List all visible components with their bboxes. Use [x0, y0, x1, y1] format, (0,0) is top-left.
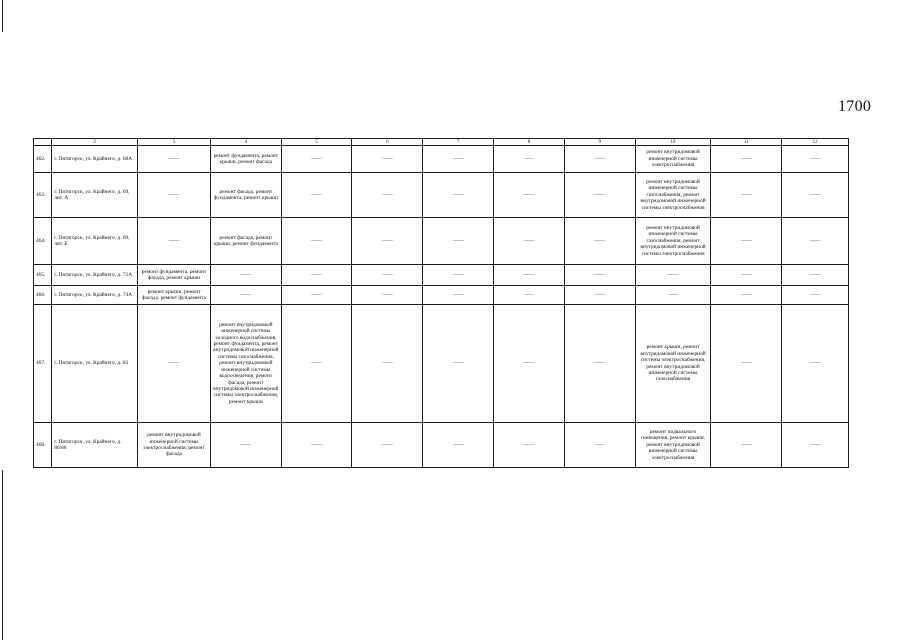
col9-cell: ——: [564, 305, 635, 423]
col10-cell: ремонт внутридомовой инженерной системы электроснабжения: [635, 146, 711, 173]
col5-cell: ——: [281, 173, 352, 218]
table-row: [34, 173, 849, 218]
col4-cell: ——: [210, 286, 281, 305]
row-number: 465.: [34, 265, 52, 286]
col8-cell: ——: [494, 286, 565, 305]
col10-cell: ремонт подвального помещения, ремонт крыши, ремонт внутридомовой инженерной системы электроснабжения: [635, 423, 711, 468]
col10-cell: ——: [635, 286, 711, 305]
table-row: [34, 265, 849, 286]
repair-schedule-table: [33, 138, 849, 468]
col9-cell: ——: [564, 218, 635, 265]
row-number: 466.: [34, 286, 52, 305]
scan-edge-line-bottom: [2, 470, 3, 640]
col6-cell: ——: [352, 146, 423, 173]
row-number: 463.: [34, 173, 52, 218]
col7-cell: ——: [423, 265, 494, 286]
col5-cell: ——: [281, 423, 352, 468]
col12-cell: ——: [782, 305, 849, 423]
col8-cell: ——: [494, 173, 565, 218]
col10-cell: ремонт крыши, ремонт внутридомовой инженерной системы электроснабжения, ремонт внутридомовой инженерной системы газоснабжения: [635, 305, 711, 423]
col3-cell: ——: [138, 218, 211, 265]
col6-cell: ——: [352, 173, 423, 218]
column-header-12: 12: [782, 139, 849, 146]
address-cell: г. Пятигорск, ул. Крайнего, д. 86/86: [52, 423, 138, 468]
col10-cell: ремонт внутридомовой инженерной системы газоснабжения, ремонт внутридомовой инженерной системы электроснабжения: [635, 218, 711, 265]
col3-cell: ремонт крыши, ремонт фасада, ремонт фундамента: [138, 286, 211, 305]
col8-cell: ——: [494, 305, 565, 423]
col4-cell: ремонт фасада, ремонт крыши, ремонт фундамента: [210, 218, 281, 265]
col3-cell: ремонт фундамента, ремонт фасада, ремонт крыши: [138, 265, 211, 286]
column-header-4: 4: [210, 139, 281, 146]
table-row: [34, 286, 849, 305]
col5-cell: ——: [281, 286, 352, 305]
col6-cell: ——: [352, 265, 423, 286]
column-header-6: 6: [352, 139, 423, 146]
address-cell: г. Пятигорск, ул. Крайнего, д. 68А: [52, 146, 138, 173]
col12-cell: ——: [782, 423, 849, 468]
col4-cell: ремонт внутридомовой инженерной системы холодного водоснабжения, ремонт фундамента, ремонт внутридомовой инженерной системы газоснабжения, ремонт внутридомовой инженерной системы водоотведения, ремонт фасада, ремонт внутридомовой инженерной системы электроснабжения, ремонт крыши: [210, 305, 281, 423]
col4-cell: ——: [210, 423, 281, 468]
col5-cell: ——: [281, 146, 352, 173]
col12-cell: ——: [782, 218, 849, 265]
col11-cell: ——: [711, 423, 782, 468]
address-cell: г. Пятигорск, ул. Крайнего, д. 72А: [52, 265, 138, 286]
col10-cell: ——: [635, 265, 711, 286]
col4-cell: ——: [210, 265, 281, 286]
column-header-3: 3: [138, 139, 211, 146]
row-number: 467.: [34, 305, 52, 423]
col12-cell: ——: [782, 286, 849, 305]
col12-cell: ——: [782, 146, 849, 173]
col3-cell: ——: [138, 173, 211, 218]
col11-cell: ——: [711, 265, 782, 286]
col5-cell: ——: [281, 265, 352, 286]
col11-cell: ——: [711, 286, 782, 305]
row-number: 468.: [34, 423, 52, 468]
col9-cell: ——: [564, 146, 635, 173]
column-header-9: 9: [564, 139, 635, 146]
col6-cell: ——: [352, 423, 423, 468]
table-row: [34, 305, 849, 423]
column-header-2: 2: [52, 139, 138, 146]
column-header-11: 11: [711, 139, 782, 146]
col3-cell: ——: [138, 305, 211, 423]
row-number: 464.: [34, 218, 52, 265]
col7-cell: ——: [423, 305, 494, 423]
col7-cell: ——: [423, 423, 494, 468]
col9-cell: ——: [564, 265, 635, 286]
col4-cell: ремонт фасада, ремонт фундамента, ремонт крыши: [210, 173, 281, 218]
column-header-7: 7: [423, 139, 494, 146]
col8-cell: ——: [494, 423, 565, 468]
col5-cell: ——: [281, 305, 352, 423]
column-header-8: 8: [494, 139, 565, 146]
column-header-1: [34, 139, 52, 146]
col7-cell: ——: [423, 173, 494, 218]
address-cell: г. Пятигорск, ул. Крайнего, д. 83: [52, 305, 138, 423]
col5-cell: ——: [281, 218, 352, 265]
col7-cell: ——: [423, 218, 494, 265]
col3-cell: ——: [138, 146, 211, 173]
column-header-5: 5: [281, 139, 352, 146]
address-cell: г. Пятигорск, ул. Крайнего, д. 69, лит. Б: [52, 218, 138, 265]
col4-cell: ремонт фундамента, ремонт крыши, ремонт фасада: [210, 146, 281, 173]
col10-cell: ремонт внутридомовой инженерной системы газоснабжения, ремонт внутридомовой инженерной системы электроснабжения: [635, 173, 711, 218]
col8-cell: ——: [494, 265, 565, 286]
col8-cell: ——: [494, 146, 565, 173]
col8-cell: ——: [494, 218, 565, 265]
table-row: [34, 146, 849, 173]
col6-cell: ——: [352, 218, 423, 265]
address-cell: г. Пятигорск, ул. Крайнего, д. 69, лит. А: [52, 173, 138, 218]
page-number: 1700: [838, 98, 872, 115]
row-number: 462.: [34, 146, 52, 173]
col12-cell: ——: [782, 265, 849, 286]
col6-cell: ——: [352, 305, 423, 423]
col11-cell: ——: [711, 305, 782, 423]
col11-cell: ——: [711, 146, 782, 173]
col7-cell: ——: [423, 286, 494, 305]
column-header-10: 10: [635, 139, 711, 146]
scan-edge-line-top: [2, 0, 3, 32]
col3-cell: ремонт внутридомовой инженерной системы электроснабжения, ремонт фасада: [138, 423, 211, 468]
table-row: [34, 423, 849, 468]
address-cell: г. Пятигорск, ул. Крайнего, д. 74А: [52, 286, 138, 305]
col9-cell: ——: [564, 286, 635, 305]
col7-cell: ——: [423, 146, 494, 173]
col12-cell: ——: [782, 173, 849, 218]
col6-cell: ——: [352, 286, 423, 305]
col11-cell: ——: [711, 218, 782, 265]
table-row: [34, 218, 849, 265]
col9-cell: ——: [564, 423, 635, 468]
column-number-header-row: [34, 139, 849, 146]
col11-cell: ——: [711, 173, 782, 218]
col9-cell: ——: [564, 173, 635, 218]
